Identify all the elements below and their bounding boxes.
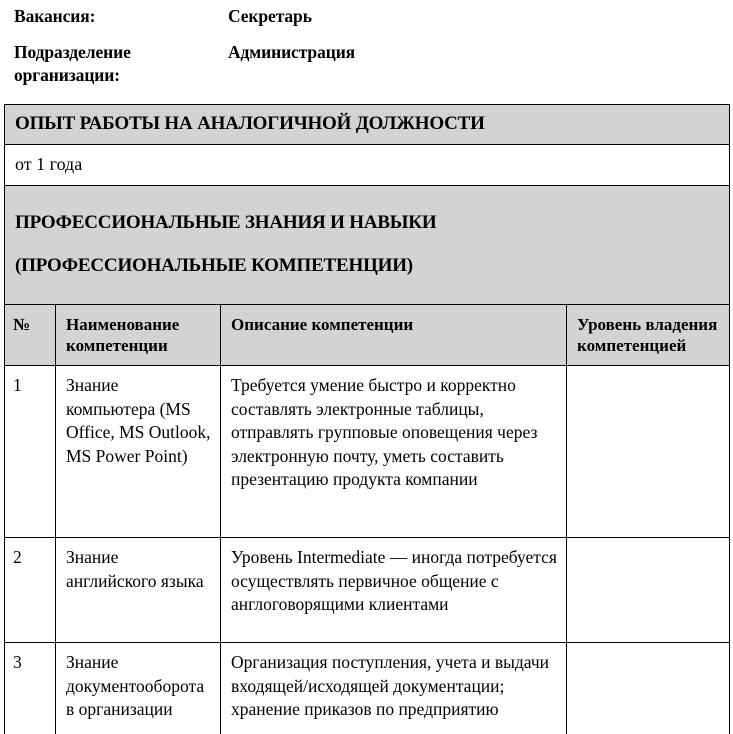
section-title-competencies (5, 186, 730, 305)
cell-number: 2 (5, 538, 56, 643)
cell-number: 3 (5, 643, 56, 734)
section-title-experience: ОПЫТ РАБОТЫ НА АНАЛОГИЧНОЙ ДОЛЖНОСТИ (5, 105, 730, 145)
section-title-competencies-line2: (ПРОФЕССИОНАЛЬНЫЕ КОМПЕТЕНЦИИ) (15, 255, 413, 276)
cell-competency-level[interactable] (567, 538, 730, 643)
vacancy-label: Вакансия: (14, 6, 96, 26)
column-header-level: Уровень владения компетенцией (567, 305, 730, 366)
table-row (5, 366, 730, 538)
cell-competency-description: Уровень Intermediate — иногда потребуется осуществлять первичное общение с англоговорящими клиентами (221, 538, 567, 643)
cell-competency-name: Знание документооборота в организации (56, 643, 221, 734)
column-header-number: № (5, 305, 56, 366)
department-value: Администрация (228, 42, 356, 62)
competency-document-table (4, 104, 730, 734)
meta-row-vacancy (14, 5, 719, 28)
cell-competency-name: Знание английского языка (56, 538, 221, 643)
section-row-competencies-title (5, 186, 730, 305)
table-row (5, 643, 730, 734)
cell-competency-level[interactable] (567, 366, 730, 538)
cell-competency-level[interactable] (567, 643, 730, 734)
column-header-name: Наименование компетенции (56, 305, 221, 366)
table-row (5, 538, 730, 643)
section-row-experience-title (5, 105, 730, 145)
meta-row-department (14, 41, 719, 87)
section-title-competencies-line1: ПРОФЕССИОНАЛЬНЫЕ ЗНАНИЯ И НАВЫКИ (15, 212, 437, 233)
cell-competency-description: Требуется умение быстро и корректно составлять электронные таблицы, отправлять групповые оповещения через электронную почту, уметь составить презентацию продукта компании (221, 366, 567, 538)
column-header-description: Описание компетенции (221, 305, 567, 366)
cell-competency-description: Организация поступления, учета и выдачи входящей/исходящей документации; хранение приказов по предприятию (221, 643, 567, 734)
table-header-row (5, 305, 730, 366)
department-label: Подразделение организации: (14, 42, 131, 85)
vacancy-meta-block (0, 0, 733, 100)
experience-value: от 1 года (5, 145, 730, 186)
section-row-experience-value (5, 145, 730, 186)
vacancy-value: Секретарь (228, 6, 312, 26)
cell-competency-name: Знание компьютера (MS Office, MS Outlook, MS Power Point) (56, 366, 221, 538)
cell-number: 1 (5, 366, 56, 538)
